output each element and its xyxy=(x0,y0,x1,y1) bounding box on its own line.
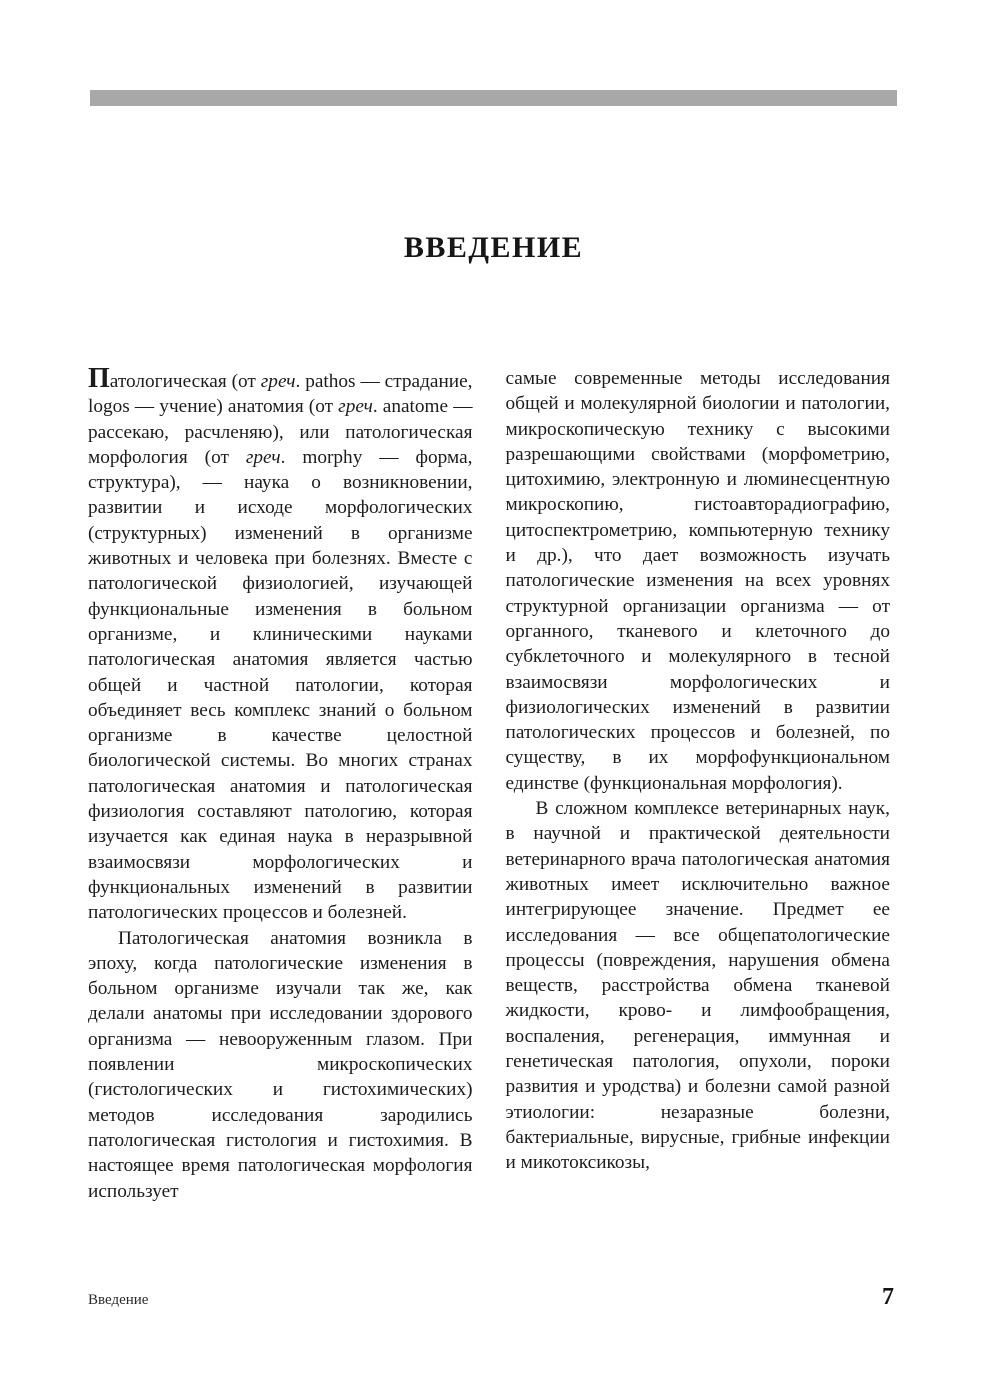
body-text: В сложном комплексе ветеринарных наук, в научной и практической деятельности ветеринарного врача патологическая анатомия животных имеет исключительно важное интегрирующее значение. Предмет ее исследования — все общепатологические процессы (повреждения, нарушения обмена веществ, расстройства обмена тканевой жидкости, крово- и лимфообращения, воспаления, регенерация, иммунная и генетическая патология, опухоли, пороки развития и уродства) и болезни самой разной этиологии: незаразные болезни, бактериальные, вирусные, грибные инфекции и микотоксикозы, xyxy=(505,798,890,1174)
body-paragraph xyxy=(88,926,473,1204)
italic-term: греч xyxy=(338,396,373,418)
italic-term: греч xyxy=(245,446,281,468)
body-text: Патологическая анатомия возникла в эпоху, когда патологические изменения в больном организме изучали так же, как делали анатомы при исследовании здорового организма — невооруженным глазом. При появлении микроскопических (гистологических и гистохимических) методов исследования зародились патологическая гистология и гистохимия. В настоящее время патологическая морфология использует xyxy=(88,927,473,1202)
chapter-title: ВВЕДЕНИЕ xyxy=(403,231,584,264)
body-text: . morphy — форма, структура), — наука о возникновении, развитии и исходе морфологических (структурных) изменений в организме животных и человека при болезнях. Вместе с патологической физиологией, изучающей функциональные изменения в больном организме, и клиническими науками патологическая анатомия является частью общей и частной патологии, которая объединяет весь комплекс знаний о больном организме в качестве целостной биологической системы. Во многих странах патологическая анатомия и патологическая физиология составляют патологию, которая изучается как единая наука в неразрывной взаимосвязи морфологических и функциональных изменений в развитии патологических процессов и болезней. xyxy=(88,446,473,924)
text-column-left xyxy=(88,363,473,1204)
dropcap-initial: П xyxy=(88,363,110,394)
body-paragraph xyxy=(506,366,891,796)
header-rule-bar xyxy=(90,90,897,106)
running-title: Введение xyxy=(88,1292,149,1308)
body-text: самые современные методы исследования общей и молекулярной биологии и патологии, микроскопическую технику с высокими разрешающими свойствами (морфометрию, цитохимию, электронную и люминесцентную микроскопию, гистоавторадиографию, цитоспектрометрию, компьютерную технику и др.), что дает возможность изучать патологические изменения на всех уровнях структурной организации организма — от органного, тканевого и клеточного до субклеточного и молекулярного в тесной взаимосвязи морфологических и физиологических изменений в развитии патологических процессов и болезней, по существу, в их морфофункциональном единстве (функциональная морфология). xyxy=(505,368,890,794)
body-paragraph xyxy=(88,363,473,926)
body-text: атологическая (от xyxy=(109,371,261,392)
text-column-right xyxy=(506,366,891,1204)
body-text: . pathos — страдание, logos — учение) анатомия (от xyxy=(88,371,473,418)
page-footer xyxy=(88,1284,894,1311)
body-text: . anatome — рассекаю, расчленяю), или патологическая морфология (от xyxy=(88,396,473,468)
text-columns xyxy=(88,363,890,1204)
body-paragraph xyxy=(506,796,891,1175)
page-number: 7 xyxy=(882,1284,894,1310)
italic-term: греч xyxy=(260,371,296,392)
